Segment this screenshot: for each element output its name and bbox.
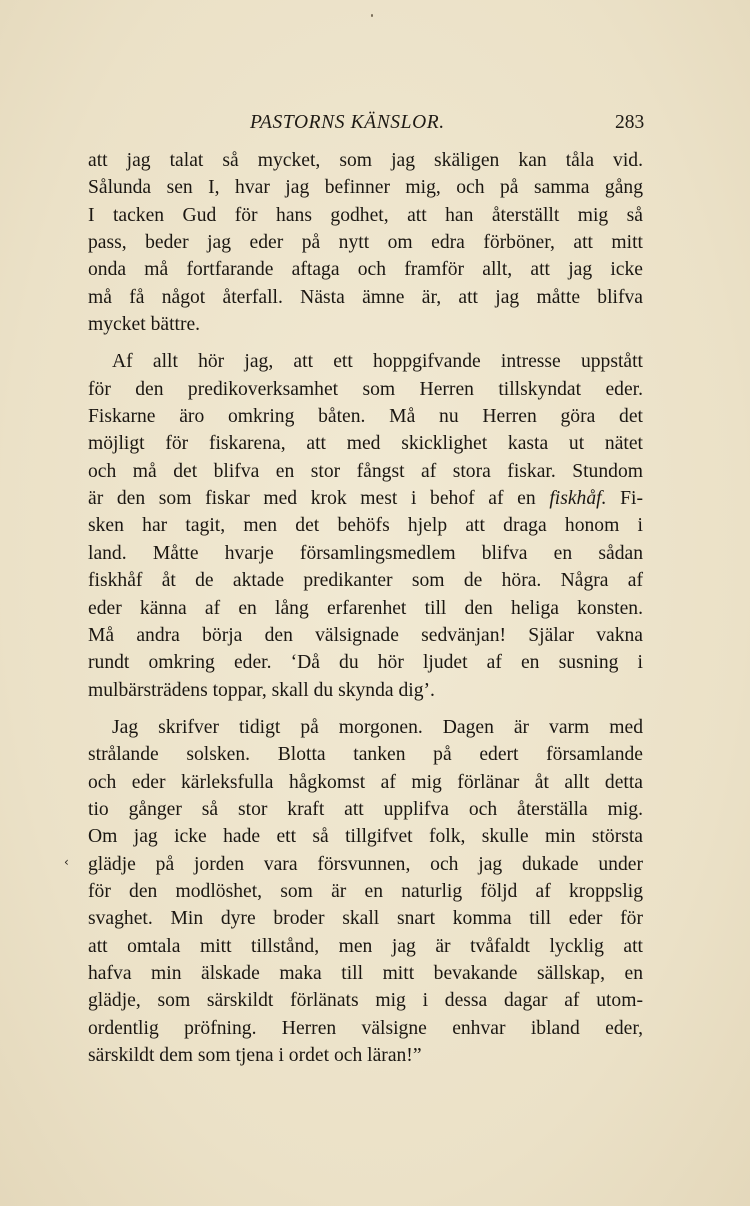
text-line: Fiskarne äro omkring båten. Må nu Herren göra det [88,406,643,428]
paragraph-2 [88,348,643,703]
page-number: 283 [615,112,645,133]
paragraph-1 [88,147,643,338]
text-line: Af allt hör jag, att ett hoppgifvande intresse uppstått [112,351,643,373]
text-line: mulbärsträdens toppar, skall du skynda dig’. [88,679,435,701]
text-line: eder känna af en lång erfarenhet till den heliga konsten. [88,597,643,619]
text-line: strålande solsken. Blotta tanken på edert församlande [88,744,643,766]
text-line: Må andra börja den välsignade sedvänjan! Själar vakna [88,624,643,646]
paragraph-3 [88,714,643,1069]
text-line: och eder kärleksfulla hågkomst af mig förlänar åt allt detta [88,771,643,793]
margin-mark: ‹ [64,855,69,869]
text-line: särskildt dem som tjena i ordet och läran!” [88,1045,422,1066]
page-header [0,112,750,140]
italic-word: fiskhåf. [549,488,607,510]
text-line: Sålunda sen I, hvar jag befinner mig, och på samma gång [88,177,643,199]
print-speck [371,14,373,17]
text-line: ordentlig pröfning. Herren välsigne enhvar ibland eder, [88,1017,643,1039]
text-line: må få något återfall. Nästa ämne är, att jag måtte blifva [88,286,643,308]
text-line: pass, beder jag eder på nytt om edra förböner, att mitt [88,232,643,254]
text-line: och må det blifva en stor fångst af stora fiskar. Stundom [88,460,643,482]
text-line: hafva min älskade maka till mitt bevakande sällskap, en [88,962,643,984]
text-line-with-italic [88,485,643,512]
text-line: I tacken Gud för hans godhet, att han återställt mig så [88,204,643,226]
text-line: mycket bättre. [88,314,201,336]
text-line: för den modlöshet, som är en naturlig följd af kroppslig [88,880,643,902]
text-line: möjligt för fiskarena, att med skicklighet kasta ut nätet [88,433,643,455]
text-line: land. Måtte hvarje församlingsmedlem blifva en sådan [88,542,643,564]
running-title: PASTORNS KÄNSLOR. [250,112,445,133]
body-text [88,147,643,1079]
text-line: glädje på jorden vara försvunnen, och jag dukade under [88,853,643,875]
line-start: är den som fiskar med krok mest i behof af en [88,488,536,510]
text-line: fiskhåf åt de aktade predikanter som de höra. Några af [88,570,643,592]
text-line: onda må fortfarande aftaga och framför allt, att jag icke [88,259,643,281]
text-line: rundt omkring eder. ‘Då du hör ljudet af en susning i [88,652,643,674]
text-line: glädje, som särskildt förlänats mig i dessa dagar af utom- [88,990,643,1012]
text-line: att jag talat så mycket, som jag skäligen kan tåla vid. [88,150,643,171]
text-line: för den predikoverksamhet som Herren tillskyndat eder. [88,378,643,400]
text-line: Jag skrifver tidigt på morgonen. Dagen är varm med [112,716,643,738]
hyphenated-tail: Fi- [620,488,644,510]
text-line: tio gånger så stor kraft att upplifva och återställa mig. [88,798,643,820]
text-line: sken har tagit, men det behöfs hjelp att draga honom i [88,515,643,537]
text-line: att omtala mitt tillstånd, men jag är tvåfaldt lycklig att [88,935,643,957]
text-line: Om jag icke hade ett så tillgifvet folk, skulle min största [88,826,643,848]
text-line: svaghet. Min dyre broder skall snart komma till eder för [88,908,643,930]
